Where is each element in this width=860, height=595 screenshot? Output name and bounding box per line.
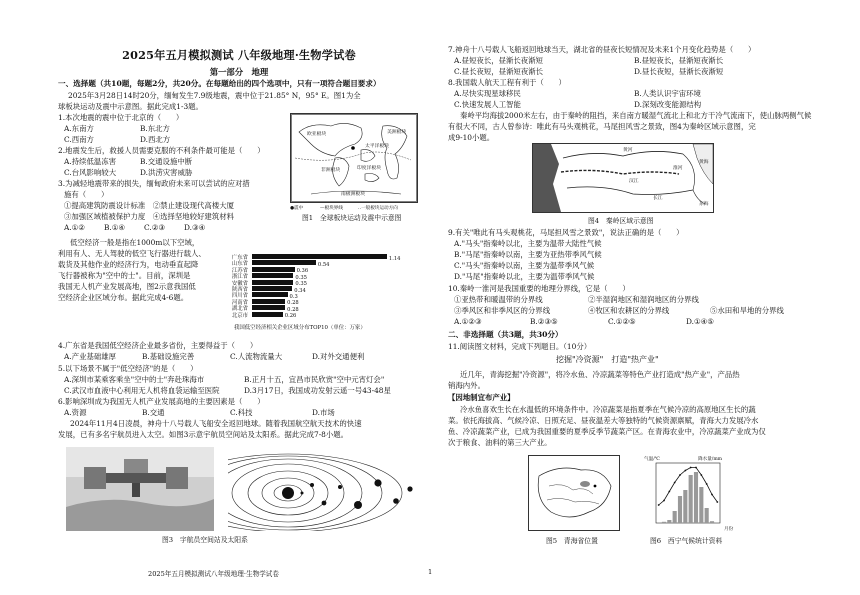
q10-item: ④牧区和农耕区的分界线 <box>588 306 670 315</box>
precip-bar <box>683 490 687 523</box>
temperature-point <box>684 470 686 472</box>
option[interactable]: B.②③⑤ <box>530 317 558 326</box>
precip-bar <box>662 522 666 523</box>
bar-value-label: 0.54 <box>317 261 330 268</box>
option[interactable]: C.昼长夜短，昼渐短夜渐长 <box>454 67 544 76</box>
option[interactable]: A.尽快实现星球移民 <box>454 89 521 98</box>
page-number: 1 <box>428 568 433 576</box>
bar-value-label: 0.26 <box>284 313 297 320</box>
bar <box>252 305 285 310</box>
figure-3-solar-system <box>228 447 418 531</box>
option[interactable]: A."马头"指秦岭以北，主要为温带大陆性气候 <box>454 239 602 248</box>
intro-text: 成9-10小题。 <box>448 133 495 142</box>
q10-item: ①亚热带和暖温带的分界线 <box>454 295 543 304</box>
climate-chart-svg <box>644 455 736 533</box>
bar-value-label: 0.35 <box>295 281 307 288</box>
question-9: 9.有关"唯此有马头观桃花，马尾担风雪之景致"，说法正确的是（ ） <box>448 228 684 237</box>
bar <box>252 286 292 291</box>
precip-bar <box>715 522 719 523</box>
option[interactable]: D.3月17日，我国成功发射云遥一号43-48星 <box>244 386 391 395</box>
option[interactable]: A.深圳市某乘客乘坐"空中的士"奔赴珠海市 <box>64 375 205 384</box>
option[interactable]: D.昼长夜短，昼渐长夜渐短 <box>634 67 724 76</box>
option[interactable]: C.武汉市血液中心利用无人机将血袋运输至医院 <box>64 386 220 395</box>
temperature-point <box>668 491 670 493</box>
option[interactable]: C.台风影响较大 <box>64 168 117 177</box>
bar <box>252 267 295 272</box>
bar-value-label: 0.36 <box>296 268 309 275</box>
bar <box>252 254 387 259</box>
intro-text: 有很大不同，古人曾参诗：唯此有马头观桃花，马尾担风雪之景致，图4为秦岭区域示意图，完 <box>448 122 756 131</box>
bar-category-label: 陕西省 <box>231 287 248 293</box>
fig4-caption: 图4 秦岭区域示意图 <box>588 217 654 225</box>
option[interactable]: C.①②⑤ <box>608 317 636 326</box>
fig6-caption: 图6 西宁气候统计资料 <box>650 537 723 545</box>
option[interactable]: B.东北方 <box>140 124 170 133</box>
q3-item: ①提高建筑防震设计标准 ②禁止建设现代高楼大厦 <box>64 201 234 210</box>
q10-item: ⑤水田和旱地的分界线 <box>710 306 784 315</box>
question-2: 2.地震发生后，救援人员需要克服的不利条件最可能是（ ） <box>58 146 265 155</box>
bar-value-label: 1.14 <box>388 255 401 262</box>
figure-6-climate-chart <box>644 455 736 533</box>
option[interactable]: B."马尾"指秦岭以南，主要为亚热带季风气候 <box>454 250 602 259</box>
q10-item: ②半湿润地区和湿润地区的分界线 <box>588 295 699 304</box>
option[interactable]: A.东南方 <box>64 124 94 133</box>
question-5: 5.以下场景不属于"低空经济"的是（ ） <box>58 364 198 373</box>
option[interactable]: A.昼短夜长，昼渐长夜渐短 <box>454 56 543 65</box>
option[interactable]: A.①②③ <box>454 317 482 326</box>
precip-bar <box>699 487 703 523</box>
solar-system-graphic <box>228 447 418 531</box>
q11-text: 销海内外。 <box>448 381 485 390</box>
fig1-caption: 图1 全球板块运动及震中示意图 <box>302 214 402 222</box>
bar-category-label: 江苏省 <box>231 267 248 274</box>
precip-bar <box>678 496 682 523</box>
bar-value-label: 0.28 <box>287 306 299 313</box>
option[interactable]: D.深刻改变能源结构 <box>634 100 702 109</box>
q11-text: 近几年，青海挖掘"冷资源"，将冷水鱼、冷凉蔬菜等特色产业打造成"热产业"，产品热 <box>460 370 740 379</box>
temperature-point <box>663 500 665 502</box>
bar-value-label: 0.35 <box>295 274 307 281</box>
option[interactable]: B.人类认识宇宙环境 <box>634 89 701 98</box>
q11-text: 鱼、冷凉蔬菜产业，已成为我国重要的夏季反季节蔬菜产区。在青海农业中，冷凉蔬菜产业成为仅 <box>448 427 766 436</box>
question-10: 10.秦岭一淮河是我国重要的地理分界线，它是（ ） <box>448 284 630 293</box>
section-heading-2: 二、非选择题（共3题，共30分） <box>448 330 563 339</box>
option[interactable]: D.洪涝灾害威胁 <box>140 168 193 177</box>
q11-subtitle: 挖掘"冷资源" 打造"热产业" <box>556 355 659 364</box>
question-4: 4.广东省是我国低空经济企业最多省份，主要得益于（ ） <box>58 341 258 350</box>
option[interactable]: D.①④⑤ <box>686 317 714 326</box>
map-label: 太平洋板块 <box>365 144 389 149</box>
bar-category-label: 广东省 <box>231 255 248 261</box>
q3-item: ③加强区域植被保护力度 ④选择坚地较好建筑材料 <box>64 212 234 221</box>
map-label: 东海 <box>699 202 709 207</box>
option[interactable]: C."马头"指秦岭以南，主要为温带季风气候 <box>454 261 595 270</box>
fig2-caption: 我国低空经济相关企业区域分布TOP10（单位：万家） <box>234 325 366 331</box>
intro-text: 空经济企业区域分布。据此完成4-6题。 <box>58 293 189 302</box>
precip-bar <box>667 520 671 523</box>
temperature-point <box>674 482 676 484</box>
intro-text: 发展，已有多名宇航员进入太空。如图3示意宇航员空间站及太阳系。据此完成7-8小题。 <box>58 430 349 439</box>
bar <box>252 299 285 304</box>
question-6: 6.影响深圳成为我国无人机产业发展高地的主要因素是（ ） <box>58 397 265 406</box>
option[interactable]: B.交通设施中断 <box>140 157 193 166</box>
bar <box>252 312 283 317</box>
page-title: 2025年五月模拟测试 八年级地理·生物学试卷 <box>122 48 356 62</box>
intro-text: 2024年11月4日凌晨，神舟十八号载人飞船安全返回地球。随着我国航空航天技术的快速 <box>70 419 362 428</box>
figure-1-plate-map <box>290 113 418 203</box>
precip-bar <box>673 511 677 523</box>
question-3: 3.为减轻地震带来的损失，缅甸政府未来可以尝试的应对措 <box>58 179 250 188</box>
temperature-point <box>658 504 660 506</box>
map-label: 非洲板块 <box>321 168 341 173</box>
map-label: 欧亚板块 <box>307 132 327 137</box>
bar <box>252 260 316 265</box>
fig6-axis-label: 气温/℃ <box>644 457 660 462</box>
map-label: 黄河 <box>623 148 633 153</box>
q11-heading: 【因地制宜布产业】 <box>448 393 515 402</box>
map-label: 长江 <box>653 196 663 201</box>
intro-text: 球板块运动及震中示意图。据此完成1-3题。 <box>58 102 203 111</box>
option[interactable]: D.市场 <box>312 408 335 417</box>
temperature-point <box>716 501 718 503</box>
bar-category-label: 山东省 <box>231 261 248 268</box>
option[interactable]: C.②③ <box>144 223 165 232</box>
bar-value-label: 0.34 <box>294 287 306 294</box>
map-label: 美洲板块 <box>387 130 407 135</box>
option[interactable]: D.③④ <box>184 223 206 232</box>
fig6-axis-label: 降水量/mm <box>698 457 723 462</box>
question-7: 7.神舟十八号载人飞船返回地球当天，湖北省的昼夜长短情况及未来1个月变化趋势是（ ） <box>448 45 756 54</box>
option[interactable]: D.西北方 <box>140 135 171 144</box>
option[interactable]: D."马尾"指秦岭以北，主要为温带季风气候 <box>454 272 595 281</box>
qinghai-map-graphic <box>529 456 619 530</box>
map-label: 南极洲板块 <box>341 192 365 197</box>
q10-item: ③季风区和非季风区的分界线 <box>454 306 551 315</box>
q11-text: 菜。依托海拔高、气候冷凉、日照充足、昼夜温差大等独特的气候资源禀赋，青海大力发展冷水 <box>448 416 759 425</box>
right-column <box>448 0 820 595</box>
intro-text: 飞行器被称为"空中的士"。目前，深圳是 <box>58 271 191 280</box>
option[interactable]: B.①④ <box>104 223 126 232</box>
precip-bar <box>657 522 661 523</box>
figure-2-bar-chart <box>226 254 420 320</box>
precip-bar <box>705 508 709 523</box>
bar-category-label: 安徽省 <box>231 280 248 287</box>
bar-value-label: 0.28 <box>287 300 299 307</box>
fig5-caption: 图5 青海省位置 <box>546 537 598 545</box>
option[interactable]: B.正月十五，宜昌市民欣赏"空中元宵灯会" <box>244 375 385 384</box>
temperature-point <box>690 467 692 469</box>
option[interactable]: C.西南方 <box>64 135 94 144</box>
space-station-graphic <box>66 447 214 531</box>
fig1-legend: ‥一般板块运动方向 <box>358 206 398 211</box>
intro-text: 秦岭平均海拔2000米左右，由于秦岭的阻挡，来自南方暖湿气流北上和北方干冷气流南下，使山脉两侧气候 <box>460 111 812 120</box>
intro-text: 载货及其他作业的经济行为，电动垂直起降 <box>58 260 199 269</box>
temperature-point <box>695 467 697 469</box>
precip-bar <box>710 521 714 523</box>
question-1: 1.本次地震的震中位于北京的（ ） <box>58 113 184 122</box>
option[interactable]: A.①② <box>64 223 85 232</box>
option[interactable]: B.昼短夜长，昼渐短夜渐长 <box>634 56 724 65</box>
footer-title: 2025年五月模拟测试八年级地理·生物学试卷 <box>148 570 279 578</box>
bar-value-label: 0.3 <box>289 293 298 300</box>
figure-3-space-station-photo <box>66 447 214 531</box>
bar-category-label: 四川省 <box>231 293 248 300</box>
option[interactable]: C.科技 <box>230 408 253 417</box>
fig6-axis-label: 月份 <box>724 527 734 532</box>
intro-text: 低空经济一般是指在1000m以下空域， <box>70 238 200 247</box>
fig1-legend: —板块界线 <box>320 206 343 211</box>
map-label: 黄海 <box>699 160 709 165</box>
option[interactable]: C.人流物流量大 <box>230 352 283 361</box>
question-3-cont: 施有（ ） <box>64 190 109 199</box>
option[interactable]: C.快速发展人工智能 <box>454 100 521 109</box>
bar <box>252 292 288 297</box>
section-heading-1: 一、选择题（共10题，每题2分，共20分。在每题给出的四个选项中，只有一项符合题目要求） <box>58 79 381 88</box>
map-label: 印度洋板块 <box>357 166 381 171</box>
option[interactable]: D.对外交通便利 <box>312 352 365 361</box>
part-heading: 第一部分 地理 <box>209 67 269 77</box>
map-label: 汉江 <box>629 179 639 184</box>
option[interactable]: A.持续低温冻害 <box>64 157 117 166</box>
bar <box>252 280 293 285</box>
question-8: 8.我国载人航天工程有利于（ ） <box>448 78 566 87</box>
option[interactable]: B.基础设施完善 <box>142 352 195 361</box>
question-11: 11.阅读图文材料，完成下列题目。（10分） <box>448 342 592 351</box>
figure-4-qinling-map <box>532 143 714 213</box>
option[interactable]: B.交通 <box>142 408 165 417</box>
option[interactable]: A.资源 <box>64 408 87 417</box>
fig1-legend: ●震中 <box>290 206 304 211</box>
bar-category-label: 湖北省 <box>231 306 248 313</box>
fig3-caption: 图3 宇航员空间站及太阳系 <box>162 536 248 544</box>
figure-5-qinghai-map <box>528 455 620 531</box>
left-column <box>58 0 420 595</box>
option[interactable]: A.产业基础雄厚 <box>64 352 117 361</box>
temperature-point <box>711 494 713 496</box>
intro-text: 我国无人机产业发展高地，图2示意我国低 <box>58 282 196 291</box>
q11-text: 冷水鱼喜欢生长在水温低的环境条件中。冷凉蔬菜是指夏季在气候冷凉的高原地区生长的蔬 <box>460 405 756 414</box>
temperature-point <box>700 474 702 476</box>
precip-bar <box>689 475 693 523</box>
temperature-point <box>706 483 708 485</box>
bar-category-label: 北京市 <box>231 312 248 319</box>
intro-text: 利用有人、无人驾驶的低空飞行器进行载人、 <box>58 249 206 258</box>
map-label: 淮河 <box>673 166 683 171</box>
temperature-point <box>679 474 681 476</box>
bar-category-label: 河南省 <box>231 299 248 306</box>
precip-bar <box>694 472 698 523</box>
intro-text: 2025年3月28日14时20分，缅甸发生7.9级地震，震中位于21.85° N，95° E。图1为全 <box>68 91 361 100</box>
bar-category-label: 浙江省 <box>231 274 248 281</box>
temperature-line <box>659 468 718 506</box>
bar <box>252 273 293 278</box>
q11-text: 次于粮食、油料的第三大产业。 <box>448 438 552 447</box>
